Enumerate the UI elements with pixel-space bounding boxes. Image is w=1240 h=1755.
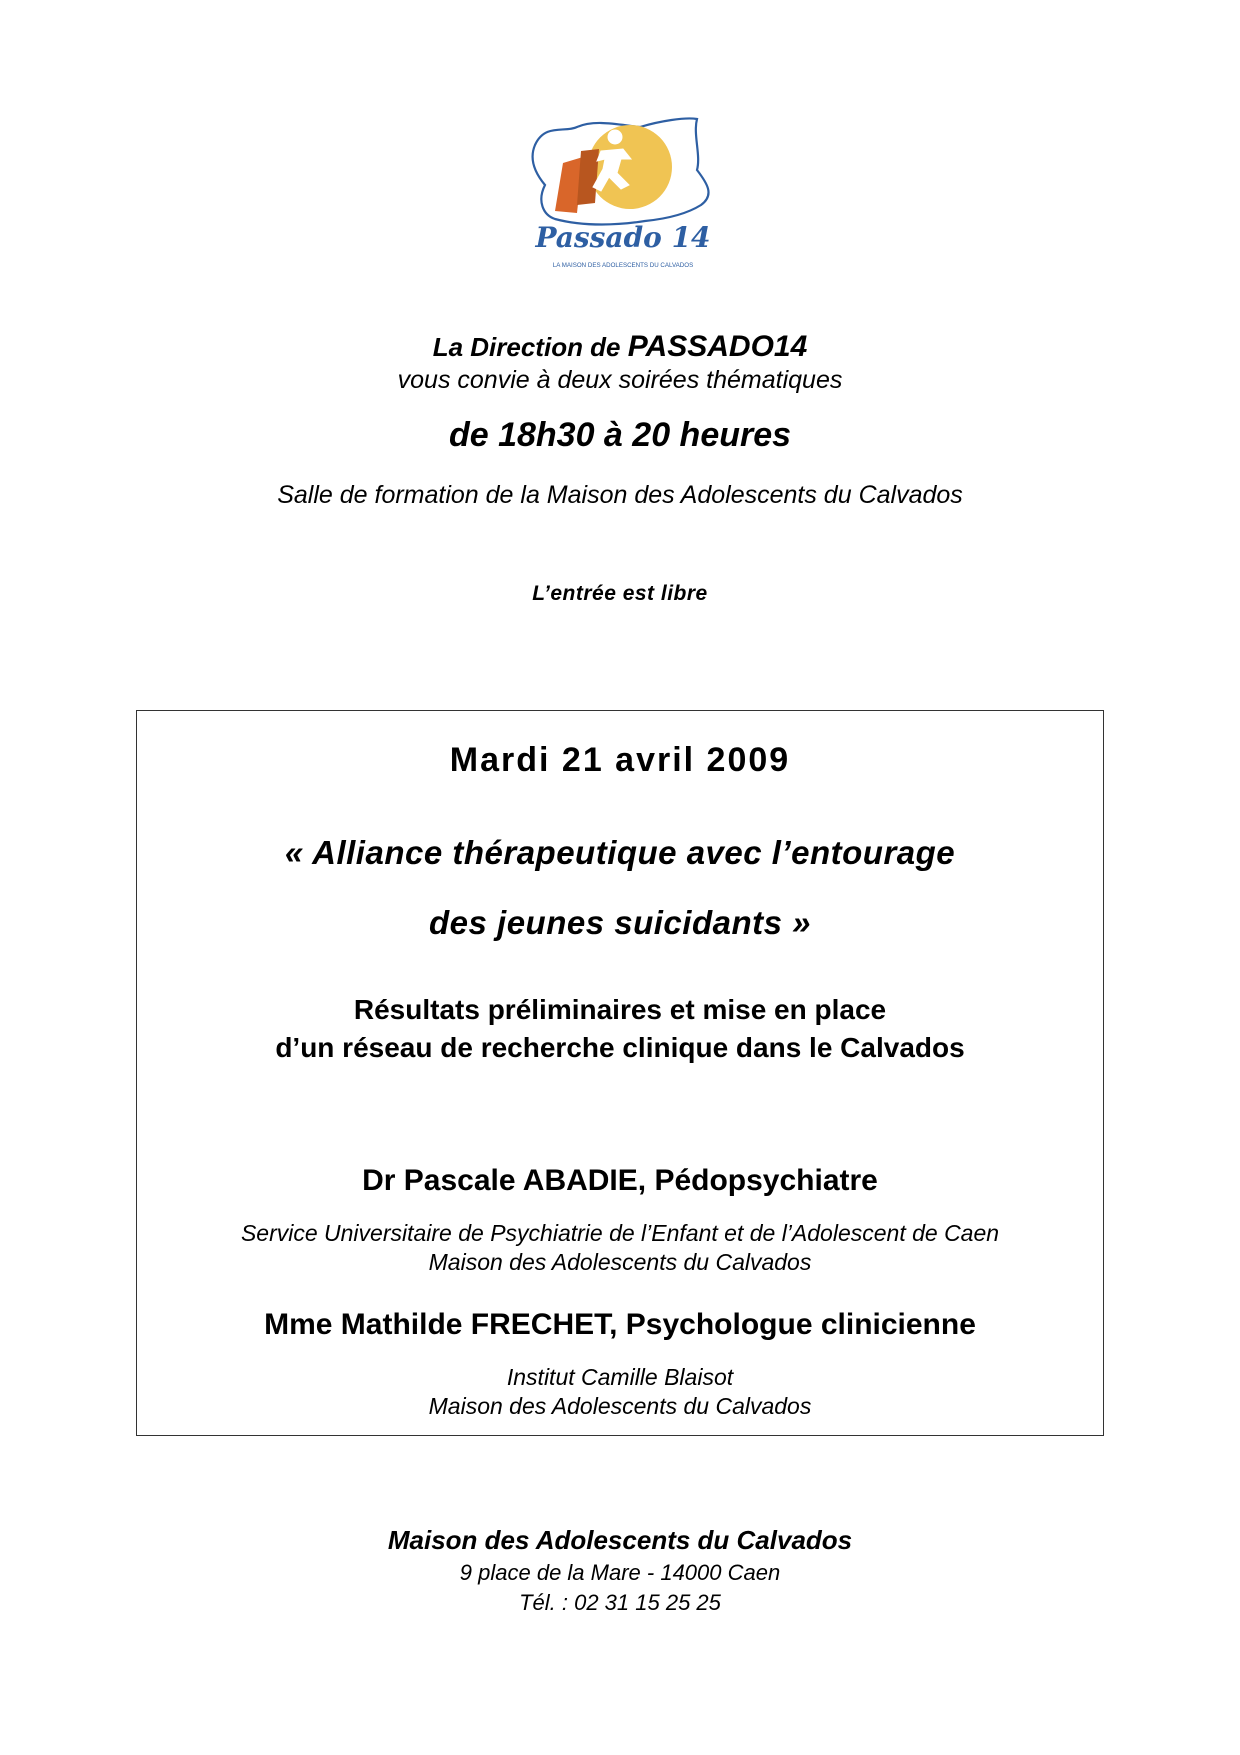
speaker-1-name: Dr Pascale ABADIE, Pédopsychiatre <box>362 1164 878 1197</box>
event-venue: Salle de formation de la Maison des Adolescents du Calvados <box>277 481 963 509</box>
event-box <box>136 710 1104 1436</box>
speaker-2-name: Mme Mathilde FRECHET, Psychologue clinicienne <box>264 1308 976 1341</box>
event-title-line1: « Alliance thérapeutique avec l’entourage <box>284 834 956 871</box>
speaker-2-affiliation-2: Maison des Adolescents du Calvados <box>428 1393 812 1419</box>
event-title-line2: des jeunes suicidants » <box>429 904 811 941</box>
footer-address: 9 place de la Mare - 14000 Caen <box>459 1560 781 1585</box>
speaker-2-affiliation-1: Institut Camille Blaisot <box>506 1364 734 1390</box>
footer-org-name: Maison des Adolescents du Calvados <box>387 1525 853 1555</box>
direction-line <box>0 330 1240 364</box>
invitation-text: vous convie à deux soirées thématiques <box>397 366 843 394</box>
speaker-1-affiliation-1: Service Universitaire de Psychiatrie de l’Enfant et de l’Adolescent de Caen <box>240 1220 1000 1246</box>
direction-brand: PASSADO14 <box>627 330 808 363</box>
free-entry-note: L’entrée est libre <box>532 582 708 605</box>
direction-prefix: La Direction de <box>432 332 621 362</box>
event-subtitle-line2: d’un réseau de recherche clinique dans le Calvados <box>275 1032 965 1063</box>
logo-block-mid <box>577 149 599 205</box>
event-time: de 18h30 à 20 heures <box>448 416 792 454</box>
logo-sun <box>588 125 672 209</box>
event-date: Mardi 21 avril 2009 <box>449 741 791 779</box>
event-subtitle-line1: Résultats préliminaires et mise en place <box>353 994 887 1025</box>
speaker-1-affiliation-2: Maison des Adolescents du Calvados <box>428 1249 812 1275</box>
logo-brand-text: Passado 14 <box>535 221 711 254</box>
passado14-logo <box>525 115 720 275</box>
footer-phone: Tél. : 02 31 15 25 25 <box>519 1590 721 1615</box>
logo-tagline: LA MAISON DES ADOLESCENTS DU CALVADOS <box>552 262 694 269</box>
